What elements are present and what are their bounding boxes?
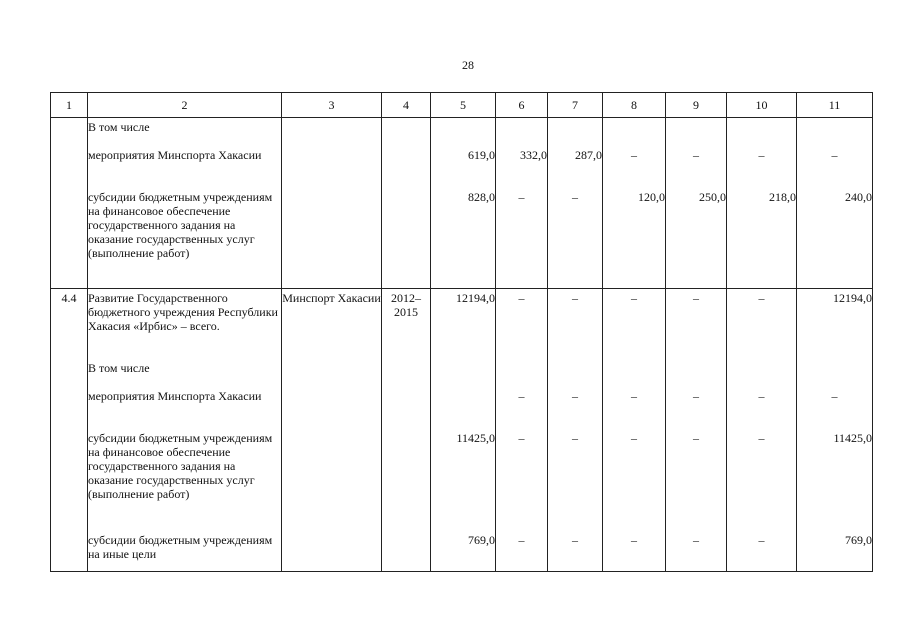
amount-cell: – (548, 529, 603, 572)
table-row (51, 118, 873, 145)
amount-cell: – (797, 385, 873, 427)
amount-cell: – (603, 144, 666, 186)
item-number (51, 186, 88, 289)
table-row (51, 385, 873, 427)
item-number: 4.4 (51, 289, 88, 362)
amount-cell (431, 118, 496, 145)
responsible (282, 529, 382, 572)
amount-cell: – (548, 385, 603, 427)
amount-cell: 12194,0 (431, 289, 496, 362)
amount-cell: – (727, 144, 797, 186)
table-row (51, 289, 873, 362)
amount-cell (727, 118, 797, 145)
amount-cell: – (496, 186, 548, 289)
amount-cell: – (727, 529, 797, 572)
header-cell: 5 (431, 93, 496, 118)
item-description: субсидии бюджетным учреждениям на иные цели (88, 529, 282, 572)
amount-cell: 769,0 (797, 529, 873, 572)
amount-cell: – (727, 385, 797, 427)
amount-cell: 218,0 (727, 186, 797, 289)
item-number (51, 427, 88, 529)
amount-cell: – (666, 144, 727, 186)
period (382, 529, 431, 572)
period (382, 144, 431, 186)
period: 2012–2015 (382, 289, 431, 362)
amount-cell: 11425,0 (797, 427, 873, 529)
item-description: мероприятия Минспорта Хакасии (88, 385, 282, 427)
amount-cell (431, 361, 496, 385)
amount-cell: 11425,0 (431, 427, 496, 529)
amount-cell: – (666, 427, 727, 529)
amount-cell: – (603, 289, 666, 362)
amount-cell: – (727, 289, 797, 362)
item-number (51, 144, 88, 186)
amount-cell: – (666, 529, 727, 572)
amount-cell: – (496, 385, 548, 427)
item-description: В том числе (88, 118, 282, 145)
responsible (282, 385, 382, 427)
responsible (282, 361, 382, 385)
amount-cell: – (603, 385, 666, 427)
amount-cell: – (603, 427, 666, 529)
item-number (51, 385, 88, 427)
amount-cell: – (496, 427, 548, 529)
period (382, 385, 431, 427)
header-cell: 3 (282, 93, 382, 118)
period (382, 361, 431, 385)
amount-cell (496, 118, 548, 145)
amount-cell: 619,0 (431, 144, 496, 186)
amount-cell: – (496, 529, 548, 572)
amount-cell: 828,0 (431, 186, 496, 289)
header-cell: 8 (603, 93, 666, 118)
budget-table (50, 92, 873, 572)
header-cell: 11 (797, 93, 873, 118)
item-number (51, 529, 88, 572)
amount-cell (727, 361, 797, 385)
amount-cell (603, 118, 666, 145)
responsible (282, 427, 382, 529)
table-row (51, 529, 873, 572)
item-description: субсидии бюджетным учреждениям на финансовое обеспечение государственного задания на оказание государственных услуг (выполнение работ) (88, 186, 282, 289)
amount-cell: – (603, 529, 666, 572)
header-cell: 1 (51, 93, 88, 118)
amount-cell: – (548, 427, 603, 529)
amount-cell (797, 118, 873, 145)
amount-cell (548, 118, 603, 145)
item-description: субсидии бюджетным учреждениям на финансовое обеспечение государственного задания на оказание государственных услуг (выполнение работ) (88, 427, 282, 529)
header-cell: 7 (548, 93, 603, 118)
amount-cell (666, 118, 727, 145)
header-cell: 4 (382, 93, 431, 118)
amount-cell: 332,0 (496, 144, 548, 186)
responsible: Минспорт Хакасии (282, 289, 382, 362)
amount-cell: 250,0 (666, 186, 727, 289)
table-row (51, 186, 873, 289)
page-number: 28 (462, 58, 474, 72)
period (382, 118, 431, 145)
period (382, 186, 431, 289)
amount-cell: 287,0 (548, 144, 603, 186)
item-number (51, 118, 88, 145)
header-row (51, 93, 873, 118)
table-row (51, 427, 873, 529)
amount-cell (797, 361, 873, 385)
header-cell: 6 (496, 93, 548, 118)
amount-cell (431, 385, 496, 427)
amount-cell: 769,0 (431, 529, 496, 572)
amount-cell: – (548, 289, 603, 362)
amount-cell: 120,0 (603, 186, 666, 289)
responsible (282, 118, 382, 145)
table-row (51, 361, 873, 385)
responsible (282, 144, 382, 186)
amount-cell (603, 361, 666, 385)
amount-cell: – (666, 289, 727, 362)
amount-cell: – (548, 186, 603, 289)
header-cell: 10 (727, 93, 797, 118)
amount-cell: – (727, 427, 797, 529)
amount-cell: – (797, 144, 873, 186)
amount-cell: 240,0 (797, 186, 873, 289)
item-description: Развитие Государственного бюджетного учреждения Республики Хакасия «Ирбис» – всего. (88, 289, 282, 362)
period (382, 427, 431, 529)
table-row (51, 144, 873, 186)
item-number (51, 361, 88, 385)
amount-cell: 12194,0 (797, 289, 873, 362)
amount-cell (666, 361, 727, 385)
responsible (282, 186, 382, 289)
header-cell: 9 (666, 93, 727, 118)
amount-cell (548, 361, 603, 385)
item-description: В том числе (88, 361, 282, 385)
item-description: мероприятия Минспорта Хакасии (88, 144, 282, 186)
header-cell: 2 (88, 93, 282, 118)
amount-cell: – (496, 289, 548, 362)
amount-cell (496, 361, 548, 385)
amount-cell: – (666, 385, 727, 427)
